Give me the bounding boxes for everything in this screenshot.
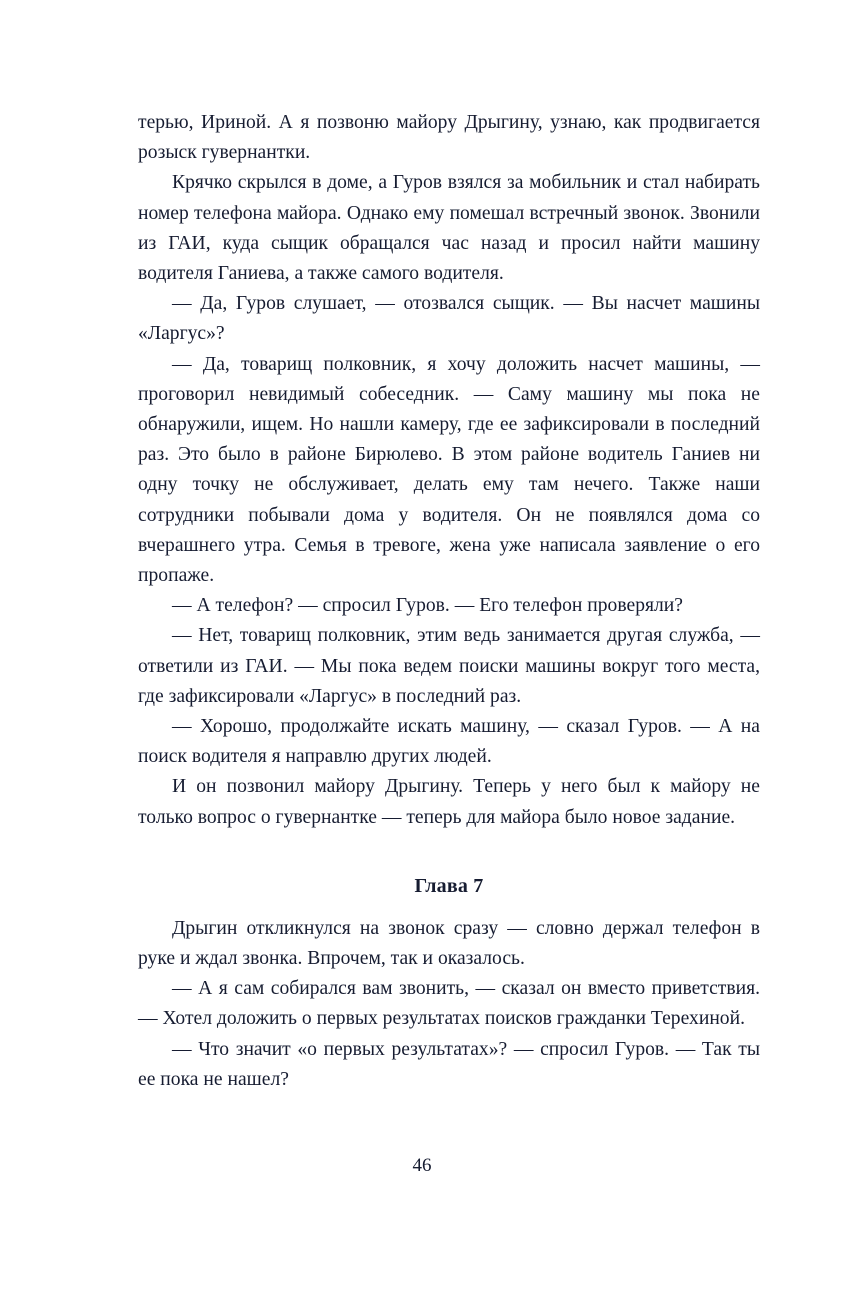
text-column — [138, 108, 760, 1095]
chapter-heading: Глава 7 — [414, 874, 484, 897]
paragraph: — Хорошо, продолжайте искать машину, — сказал Гуров. — А на поиск водителя я направлю других людей. — [138, 716, 760, 768]
paragraph: Крячко скрылся в доме, а Гуров взялся за мобильник и стал набирать номер телефона майора. Однако ему помешал встречный звонок. Звонили из ГАИ, куда сыщик обращался час назад и просил найти машину водителя Ганиева, а также самого водителя. — [138, 172, 760, 285]
paragraph: Дрыгин откликнулся на звонок сразу — словно держал телефон в руке и ждал звонка. Впрочем, так и оказалось. — [138, 917, 760, 970]
paragraph: терью, Ириной. А я позвоню майору Дрыгину, узнаю, как продвигается розыск гувернантки. — [138, 112, 760, 164]
paragraph: — Нет, товарищ полковник, этим ведь занимается другая служба, — ответили из ГАИ. — Мы пока ведем поиски машины вокруг того места, где зафиксировали «Ларгус» в последний раз. — [138, 625, 760, 707]
paragraph: — Да, товарищ полковник, я хочу доложить насчет машины, — проговорил невидимый собеседник. — Саму машину мы пока не обнаружили, ищем. Но нашли камеру, где ее зафиксировали в последний раз. Это было в районе Бирюлево. В этом районе водитель Ганиев ни одну точку не обслуживает, делать ему там нечего. Также наши сотрудники побывали дома у водителя. Он не появлялся дома со вчерашнего утра. Семья в тревоге, жена уже написала заявление о его пропаже. — [138, 353, 760, 587]
page-number: 46 — [412, 1155, 432, 1176]
paragraph: — Да, Гуров слушает, — отозвался сыщик. — Вы насчет машины «Ларгус»? — [138, 293, 760, 345]
paragraph: — А я сам собирался вам звонить, — сказал он вместо приветствия. — Хотел доложить о первых результатах поисков гражданки Терехиной. — [138, 978, 760, 1030]
paragraph: — А телефон? — спросил Гуров. — Его телефон проверяли? — [172, 595, 683, 617]
paragraph: И он позвонил майору Дрыгину. Теперь у него был к майору не только вопрос о гувернантке — теперь для майора было новое задание. — [138, 776, 760, 828]
paragraph: — Что значит «о первых результатах»? — спросил Гуров. — Так ты ее пока не нашел? — [138, 1038, 760, 1090]
